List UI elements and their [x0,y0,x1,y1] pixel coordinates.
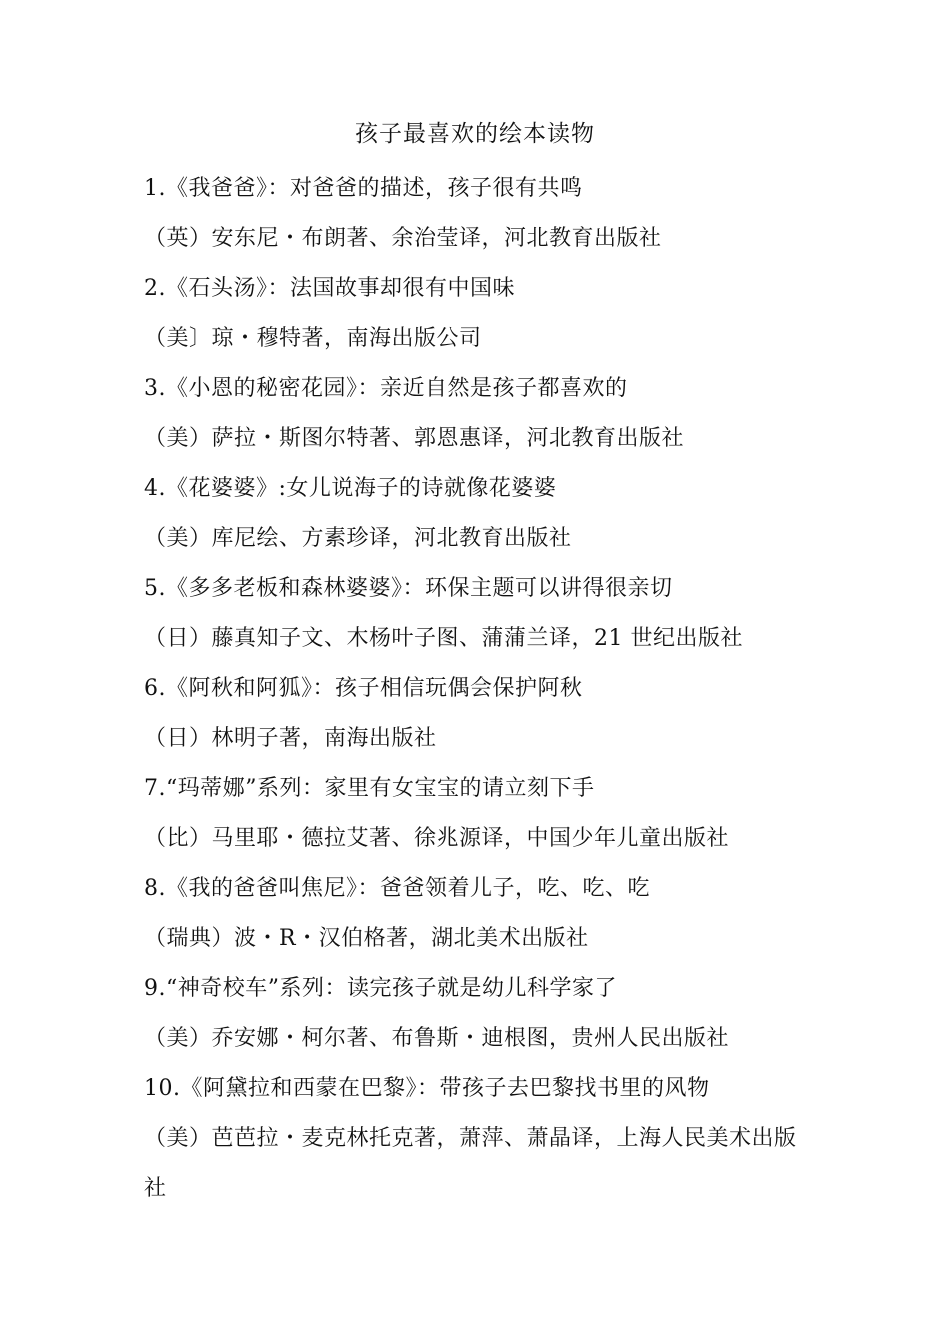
book-entry-10-credit: （美）芭芭拉・麦克林托克著，萧萍、萧晶译，上海人民美术出版社 [144,1126,797,1201]
book-entry-6-title: 6.《阿秋和阿狐》：孩子相信玩偶会保护阿秋 [144,676,583,701]
book-entry-3-credit: （美）萨拉・斯图尔特著、郭恩惠译，河北教育出版社 [144,426,685,451]
book-entry-9-title: 9.“神奇校车”系列：读完孩子就是幼儿科学家了 [144,976,617,1001]
book-entry-4-credit: （美）库尼绘、方素珍译，河北教育出版社 [144,526,572,551]
book-entry-9-credit: （美）乔安娜・柯尔著、布鲁斯・迪根图，贵州人民出版社 [144,1026,730,1051]
document-title: 孩子最喜欢的绘本读物 [355,121,595,147]
book-entry-8-credit: （瑞典）波・R・汉伯格著，湖北美术出版社 [144,926,589,951]
book-entry-2-title: 2.《石头汤》：法国故事却很有中国味 [144,276,515,301]
book-entry-1-title: 1.《我爸爸》：对爸爸的描述，孩子很有共鸣 [144,176,583,201]
book-entry-10-title: 10.《阿黛拉和西蒙在巴黎》：带孩子去巴黎找书里的风物 [144,1076,710,1101]
book-entry-3-title: 3.《小恩的秘密花园》：亲近自然是孩子都喜欢的 [144,376,628,401]
book-entry-5-title: 5.《多多老板和森林婆婆》：环保主题可以讲得很亲切 [144,576,673,601]
book-entry-4-title: 4.《花婆婆》:女儿说海子的诗就像花婆婆 [144,476,557,501]
book-entry-8-title: 8.《我的爸爸叫焦尼》：爸爸领着儿子，吃、吃、吃 [144,876,650,901]
book-entry-1-credit: （英）安东尼・布朗著、余治莹译，河北教育出版社 [144,226,662,251]
book-entry-6-credit: （日）林明子著，南海出版社 [144,726,437,751]
book-entry-2-credit: （美〕琼・穆特著，南海出版公司 [144,326,482,351]
book-entry-5-credit: （日）藤真知子文、木杨叶子图、蒲蒲兰译，21 世纪出版社 [144,626,743,651]
book-entry-7-credit: （比）马里耶・德拉艾著、徐兆源译，中国少年儿童出版社 [144,826,730,851]
book-list [144,164,816,1214]
book-entry-7-title: 7.“玛蒂娜”系列：家里有女宝宝的请立刻下手 [144,776,595,801]
